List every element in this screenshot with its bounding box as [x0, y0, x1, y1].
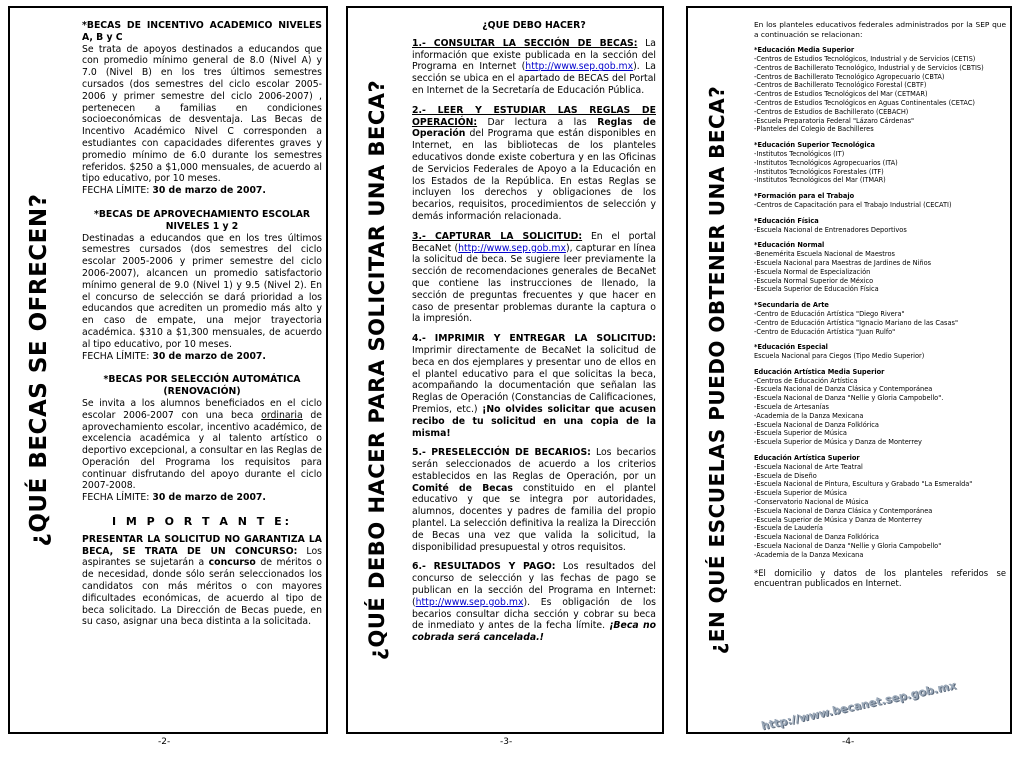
- school-item: -Escuela de Artesanías: [754, 403, 829, 412]
- school-item: -Centros de Bachillerato Tecnológico Agropecuario (CBTA): [754, 72, 945, 81]
- school-item: -Planteles del Colegio de Bachilleres: [754, 125, 874, 134]
- vertical-title: ¿EN QUÉ ESCUELAS PUEDO OBTENER UNA BECA?: [705, 85, 729, 655]
- deadline-2: FECHA LÍMITE: 30 de marzo de 2007.: [82, 350, 266, 362]
- school-section-title: *Secundaria de Arte: [754, 301, 829, 310]
- section-text-incentivo: Se trata de apoyos destinados a educandos que con promedio mínimo general de 8.0 (Nivel A) y 7.0 (Nivel B) en los tres últimos semestres cursados (dos semestres del ciclo escolar 2005-2006 y primer semestre del ciclo 2006-2007) , pertenecen a familias en condiciones socioeconómicas de desventaja. Las Becas de Incentivo Académico Nivel C corresponden a estudiantes con capacidades diferentes graves y promedio mínimo de 6.0 durante los semestres referidos. $250 a $1,000 mensuales, de acuerdo al tipo educativo, por 10 meses.: [82, 43, 322, 185]
- step-6: 6.- RESULTADOS Y PAGO: Los resultados del concurso de selección y las fechas de pago se publican en la sección del Programa en Internet: (http://www.sep.gob.mx). Es obligación de los becarios consultar dicha sección y cobrar su beca de inmediato y antes de la fecha límite. ¡Beca no cobrada será cancelada.!: [412, 561, 656, 644]
- school-item: -Escuela de Diseño: [754, 471, 817, 480]
- school-item: -Centro de Educación Artística "Ignacio Mariano de las Casas": [754, 318, 958, 327]
- schools-list: [754, 46, 1006, 559]
- school-item: -Escuela Superior de Música y Danza de Monterrey: [754, 515, 922, 524]
- step-1: 1.- CONSULTAR LA SECCIÓN DE BECAS: La información que existe publicada en la sección del Programa en Internet (http://www.sep.gob.mx). La sección se ubica en el apartado de BECAS del Portal en Internet de la Secretaría de Educación Pública.: [412, 37, 656, 96]
- page4-content: [754, 20, 1006, 728]
- school-item: -Escuela de Laudería: [754, 524, 823, 533]
- school-item: -Centros de Estudios Tecnológicos del Mar (CETMAR): [754, 90, 928, 99]
- school-item: -Centro de Educación Artística "Diego Rivera": [754, 309, 905, 318]
- school-section-title: Educación Artística Media Superior: [754, 367, 885, 376]
- school-item: -Escuela Superior de Música y Danza de Monterrey: [754, 438, 922, 447]
- school-item: -Centros de Bachillerato Tecnológico Forestal (CBTF): [754, 81, 927, 90]
- panel-que-becas: [8, 6, 328, 734]
- school-item: -Centros de Estudios de Bachillerato (CEBACH): [754, 107, 909, 116]
- page-number-4: -4-: [842, 737, 855, 747]
- vertical-title: ¿QUÉ BECAS SE OFRECEN?: [26, 193, 52, 547]
- heading: ¿QUÉ DEBO HACER?: [482, 20, 586, 31]
- section-text-aprovechamiento: Destinadas a educandos que en los tres últimos semestres cursados (dos semestres del ciclo escolar 2005-2006 y primer semestre del ciclo 2006-2007), alcancen un promedio satisfactorio mínimo general de 9.0 (Nivel 1) y 9.5 (Nivel 2). En el concurso de selección se dará prioridad a los educandos que acrediten un promedio más alto y en caso de empate, una mejor trayectoria académica. $310 a $1,300 mensuales, de acuerdo al tipo educativo, por 10 meses.: [82, 232, 322, 350]
- school-item: -Centros de Bachillerato Tecnológico, Industrial y de Servicios (CBTIS): [754, 63, 984, 72]
- school-item: -Benemérita Escuela Nacional de Maestros: [754, 250, 895, 259]
- school-item: -Escuela Nacional de Arte Teatral: [754, 462, 863, 471]
- school-item: -Escuela Nacional de Danza Clásica y Contemporánea: [754, 506, 933, 515]
- section-title-aprovechamiento: *BECAS DE APROVECHAMIENTO ESCOLAR NIVELES 1 y 2: [93, 208, 311, 232]
- school-item: -Escuela Nacional de Danza Folklórica: [754, 420, 879, 429]
- school-item: -Escuela Nacional de Entrenadores Deportivos: [754, 225, 907, 234]
- school-item: -Escuela Normal de Especialización: [754, 267, 871, 276]
- results-link[interactable]: http://www.sep.gob.mx: [415, 596, 524, 608]
- school-item: -Centro de Educación Artística "Juan Rulfo": [754, 327, 896, 336]
- school-item: -Conservatorio Nacional de Música: [754, 498, 869, 507]
- step-5: 5.- PRESELECCIÓN DE BECARIOS: Los becarios serán seleccionados de acuerdo a los criterios establecidos en las Reglas de Operación, por un Comité de Becas constituido en el plantel educativo y que se integra por autoridades, alumnos, docentes y padres de familia del propio plantel. La selección definitiva la realiza la Dirección de Becas una vez que valida la solicitud, la disponibilidad presupuestal y otros requisitos.: [412, 447, 656, 553]
- section-title-incentivo: *BECAS DE INCENTIVO ACADÉMICO NIVELES A, B y C: [82, 20, 322, 43]
- important-text: PRESENTAR LA SOLICITUD NO GARANTIZA LA BECA, SE TRATA DE UN CONCURSO: Los aspirantes se sujetarán a concurso de méritos o de necesidad, donde sólo serán seleccionados los candidatos con más méritos o con mayores dificultades económicas, de acuerdo al tipo de beca solicitado. La Dirección de Becas puede, en su caso, asignar una beca distinta a la solicitada.: [82, 533, 322, 628]
- school-item: -Escuela Nacional para Maestras de Jardines de Niños: [754, 258, 932, 267]
- panel-que-escuelas: [686, 6, 1012, 734]
- step-4: 4.- IMPRIMIR Y ENTREGAR LA SOLICITUD: Imprimir directamente de BecaNet la solicitud de beca en dos ejemplares y presentar uno de ellos en el plantel educativo para el que solicitas la beca, acompañando la documentación que señalan las Reglas de Operación (Constancias de Calificaciones, Premios, etc.) ¡No olvides solicitar que acusen recibo de tu solicitud en una copia de la misma!: [412, 333, 656, 439]
- school-section-title: *Educación Especial: [754, 343, 828, 352]
- school-item: -Institutos Tecnológicos del Mar (ITMAR): [754, 176, 886, 185]
- vertical-title: ¿QUÉ DEBO HACER PARA SOLICITAR UNA BECA?: [365, 79, 389, 661]
- school-item: -Escuela Superior de Música: [754, 429, 847, 438]
- school-section-title: *Educación Normal: [754, 241, 825, 250]
- school-item: -Academia de la Danza Mexicana: [754, 550, 864, 559]
- intro: En los planteles educativos federales administrados por la SEP que a continuación se relacionan:: [754, 20, 1006, 39]
- school-item: -Centros de Estudios Tecnológicos en Aguas Continentales (CETAC): [754, 98, 976, 107]
- school-item: -Escuela Superior de Educación Física: [754, 285, 879, 294]
- school-section-title: *Educación Física: [754, 216, 819, 225]
- school-item: -Academia de la Danza Mexicana: [754, 411, 864, 420]
- school-section-title: Educación Artística Superior: [754, 454, 860, 463]
- school-item: Escuela Nacional para Ciegos (Tipo Medio Superior): [754, 352, 925, 361]
- footnote: *El domicilio y datos de los planteles referidos se encuentran publicados en Internet.: [754, 567, 1006, 588]
- section-text-seleccion: Se invita a los alumnos beneficiados en el ciclo escolar 2006-2007 con una beca ordinaria de aprovechamiento escolar, incentivo académico, de excelencia académica y al talento artístico o deportivo excepcional, a consultar en las Reglas de Operación del Programa los requisitos para continuar disfrutando del apoyo durante el ciclo 2007-2008.: [82, 397, 322, 492]
- deadline-3: FECHA LÍMITE: 30 de marzo de 2007.: [82, 492, 266, 504]
- school-item: -Centros de Capacitación para el Trabajo Industrial (CECATI): [754, 200, 952, 209]
- becanet-link[interactable]: http://www.sep.gob.mx: [458, 242, 566, 254]
- page-number-3: -3-: [500, 737, 513, 747]
- deadline-1: FECHA LÍMITE: 30 de marzo de 2007.: [82, 185, 266, 197]
- step-2: 2.- LEER Y ESTUDIAR LAS REGLAS DE OPERACIÓN: Dar lectura a las Reglas de Operación del Programa que están disponibles en Internet, en las bibliotecas de los planteles educativos donde existe cobertura y en las Oficinas de Servicios Federales de Apoyo a la Educación en los Estados de la República. En estas Reglas se incluyen los derechos y obligaciones de los becarios, requisitos, procedimientos de selección y demás información relacionada.: [412, 104, 656, 222]
- page3-content: [412, 20, 656, 728]
- school-section-title: *Educación Superior Tecnológica: [754, 141, 875, 150]
- section-title-seleccion: *BECAS POR SELECCIÓN AUTOMÁTICA (RENOVACIÓN): [103, 374, 301, 398]
- step-3: 3.- CAPTURAR LA SOLICITUD: En el portal BecaNet (http://www.sep.gob.mx), capturar en línea la solicitud de beca. Se sugiere leer previamente la sección de recomendaciones generales de BecaNet que contiene las instrucciones de llenado, la sección de preguntas frecuentes y que hacer en caso de presentar problemas durante la captura o la impresión.: [412, 230, 656, 325]
- school-item: -Escuela Nacional de Danza "Nellie y Gloria Campobello".: [754, 394, 944, 403]
- page2-content: [82, 20, 322, 728]
- school-item: -Centros de Estudios Tecnológicos, Industrial y de Servicios (CETIS): [754, 54, 976, 63]
- school-item: -Escuela Nacional de Pintura, Escultura y Grabado "La Esmeralda": [754, 480, 973, 489]
- school-item: -Institutos Tecnológicos Agropecuarios (ITA): [754, 158, 898, 167]
- panel-que-debo-hacer: [346, 6, 664, 734]
- school-item: -Institutos Tecnológicos (IT): [754, 149, 845, 158]
- page-number-2: -2-: [158, 737, 171, 747]
- school-item: -Escuela Superior de Música: [754, 489, 847, 498]
- sep-link[interactable]: http://www.sep.gob.mx: [525, 61, 634, 73]
- school-item: -Institutos Tecnológicos Forestales (ITF): [754, 167, 884, 176]
- becanet-url-stamp: http://www.becanet.sep.gob.mx: [760, 678, 958, 733]
- school-item: -Escuela Nacional de Danza Clásica y Contemporánea: [754, 385, 933, 394]
- school-item: -Escuela Preparatoria Federal "Lázaro Cárdenas": [754, 116, 915, 125]
- school-item: -Escuela Normal Superior de México: [754, 276, 874, 285]
- school-section-title: *Formación para el Trabajo: [754, 192, 855, 201]
- school-item: -Escuela Nacional de Danza Folklórica: [754, 533, 879, 542]
- school-section-title: *Educación Media Superior: [754, 46, 855, 55]
- school-item: -Escuela Nacional de Danza "Nellie y Gloria Campobello": [754, 542, 942, 551]
- important-title: I M P O R T A N T E:: [111, 515, 293, 529]
- school-item: -Centros de Educación Artística: [754, 376, 858, 385]
